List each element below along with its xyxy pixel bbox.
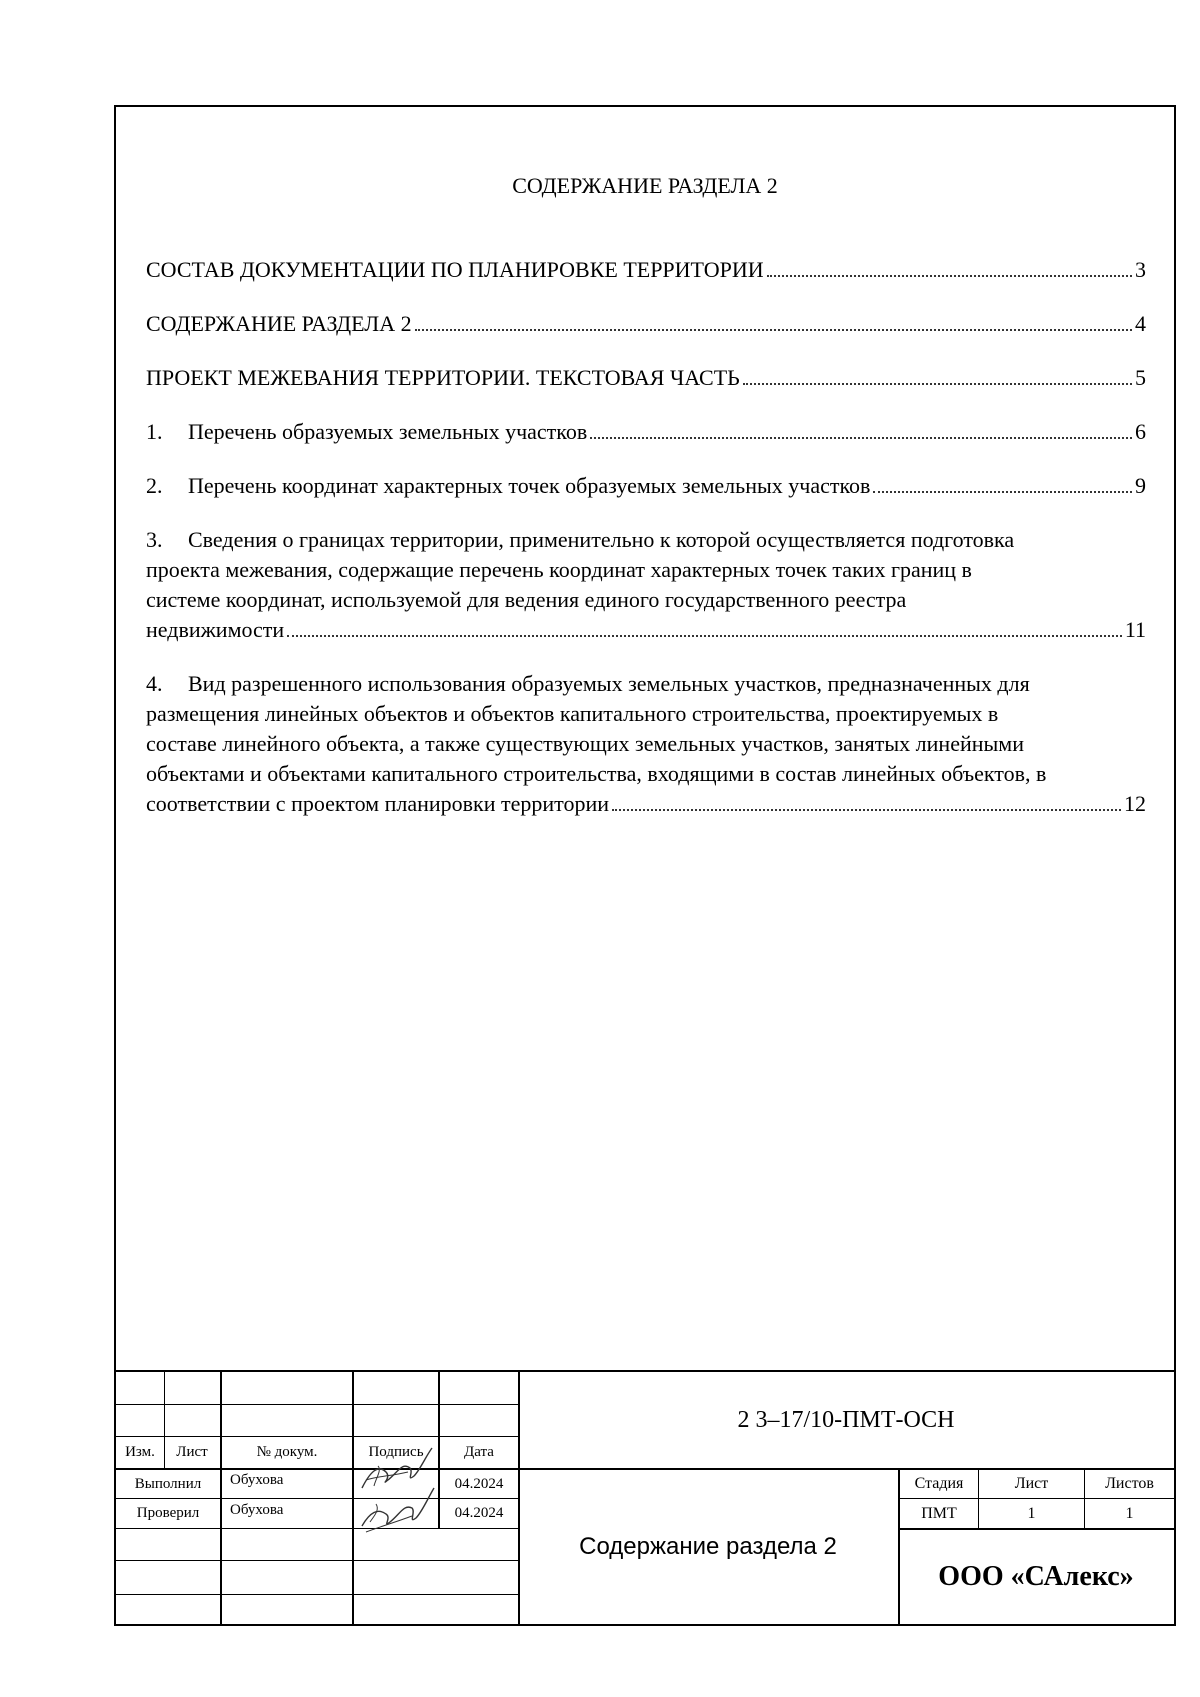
grid-line (116, 1560, 518, 1561)
grid-line (116, 1404, 518, 1405)
title-block (116, 1370, 1174, 1624)
toc-leader (612, 808, 1121, 811)
toc-item-last-line (146, 615, 1146, 645)
drawing-frame (114, 105, 1176, 1626)
toc-item-text: Вид разрешенного использования образуемых земельных участков, предназначенных для (188, 671, 1030, 696)
toc-page-number: 3 (1135, 257, 1146, 282)
toc-item-line (146, 525, 1146, 555)
toc-leader (873, 490, 1132, 493)
page-title: СОДЕРЖАНИЕ РАЗДЕЛА 2 (512, 173, 778, 198)
toc-item-text: размещения линейных объектов и объектов капитального строительства, проектируемых в (146, 701, 999, 726)
document-code: 2 3–17/10-ПМТ-ОСН (737, 1406, 955, 1433)
signature-image (356, 1482, 436, 1542)
sheet-title: Содержание раздела 2 (579, 1533, 837, 1560)
toc-item[interactable] (146, 255, 1146, 285)
toc-item[interactable] (146, 417, 1146, 447)
performed-date: 04.2024 (454, 1475, 504, 1492)
toc-item[interactable] (146, 309, 1146, 339)
stage-value: ПМТ (921, 1504, 957, 1522)
toc-item-number: 2. (146, 473, 163, 498)
stage-label: Стадия (914, 1475, 964, 1492)
header-date: Дата (464, 1443, 494, 1460)
toc-item-text: недвижимости (146, 617, 285, 642)
header-list: Лист (176, 1443, 208, 1460)
checked-date: 04.2024 (454, 1505, 504, 1521)
toc-item-label (146, 471, 870, 501)
toc-leader (767, 274, 1132, 277)
toc-item[interactable] (146, 363, 1146, 393)
toc-page-number: 6 (1135, 419, 1146, 444)
checker-name: Обухова (230, 1501, 284, 1518)
toc-item-text: СОСТАВ ДОКУМЕНТАЦИИ ПО ПЛАНИРОВКЕ ТЕРРИТОРИИ (146, 257, 764, 282)
toc-page-number: 12 (1124, 791, 1146, 816)
toc-item-line (146, 669, 1146, 699)
toc-item-number: 4. (146, 671, 163, 696)
grid-line (352, 1372, 354, 1626)
toc-item-text: объектами и объектами капитального строительства, входящими в состав линейных объектов, в (146, 761, 1047, 786)
header-doc-number: № докум. (256, 1443, 318, 1460)
toc-item[interactable] (146, 669, 1146, 819)
toc-page-number: 9 (1135, 473, 1146, 498)
performer-name: Обухова (230, 1471, 284, 1488)
toc-item-text: системе координат, используемой для ведения единого государственного реестра (146, 587, 907, 612)
company-name: ООО «САлекс» (938, 1561, 1134, 1592)
toc-page-number: 5 (1135, 365, 1146, 390)
toc-leader (743, 382, 1132, 385)
toc-page-number: 4 (1135, 311, 1146, 336)
toc-item-last-line (146, 789, 1146, 819)
grid-line (116, 1594, 518, 1595)
toc-item-text: проекта межевания, содержащие перечень координат характерных точек таких границ в (146, 557, 972, 582)
toc-item-number: 1. (146, 419, 163, 444)
toc-leader (415, 328, 1132, 331)
toc-item[interactable] (146, 471, 1146, 501)
grid-line (116, 1528, 518, 1529)
sheet-value: 1 (1027, 1504, 1036, 1522)
role-performed: Выполнил (134, 1475, 202, 1492)
toc-item-text: Сведения о границах территории, применительно к которой осуществляется подготовка (188, 527, 1015, 552)
toc-item-text: Перечень координат характерных точек образуемых земельных участков (188, 473, 871, 498)
role-checked: Проверил (136, 1505, 200, 1521)
toc-item-text: соответствии с проектом планировки территории (146, 791, 610, 816)
toc-page-number: 11 (1124, 617, 1146, 642)
sheets-value: 1 (1125, 1504, 1134, 1522)
toc-item-text: СОДЕРЖАНИЕ РАЗДЕЛА 2 (146, 311, 412, 336)
sheets-label: Листов (1105, 1475, 1154, 1492)
header-izm: Изм. (125, 1443, 155, 1460)
table-of-contents (146, 255, 1146, 843)
toc-item-text: ПРОЕКТ МЕЖЕВАНИЯ ТЕРРИТОРИИ. ТЕКСТОВАЯ ЧАСТЬ (146, 365, 740, 390)
toc-item[interactable] (146, 525, 1146, 645)
toc-item-label (146, 417, 587, 447)
toc-item-text: Перечень образуемых земельных участков (188, 419, 588, 444)
toc-item-number: 3. (146, 527, 163, 552)
toc-leader (287, 634, 1122, 637)
toc-item-text: составе линейного объекта, а также существующих земельных участков, занятых линейными (146, 731, 1024, 756)
header-signature: Подпись (368, 1443, 424, 1460)
sheet-label: Лист (1014, 1475, 1049, 1492)
toc-leader (590, 436, 1132, 439)
